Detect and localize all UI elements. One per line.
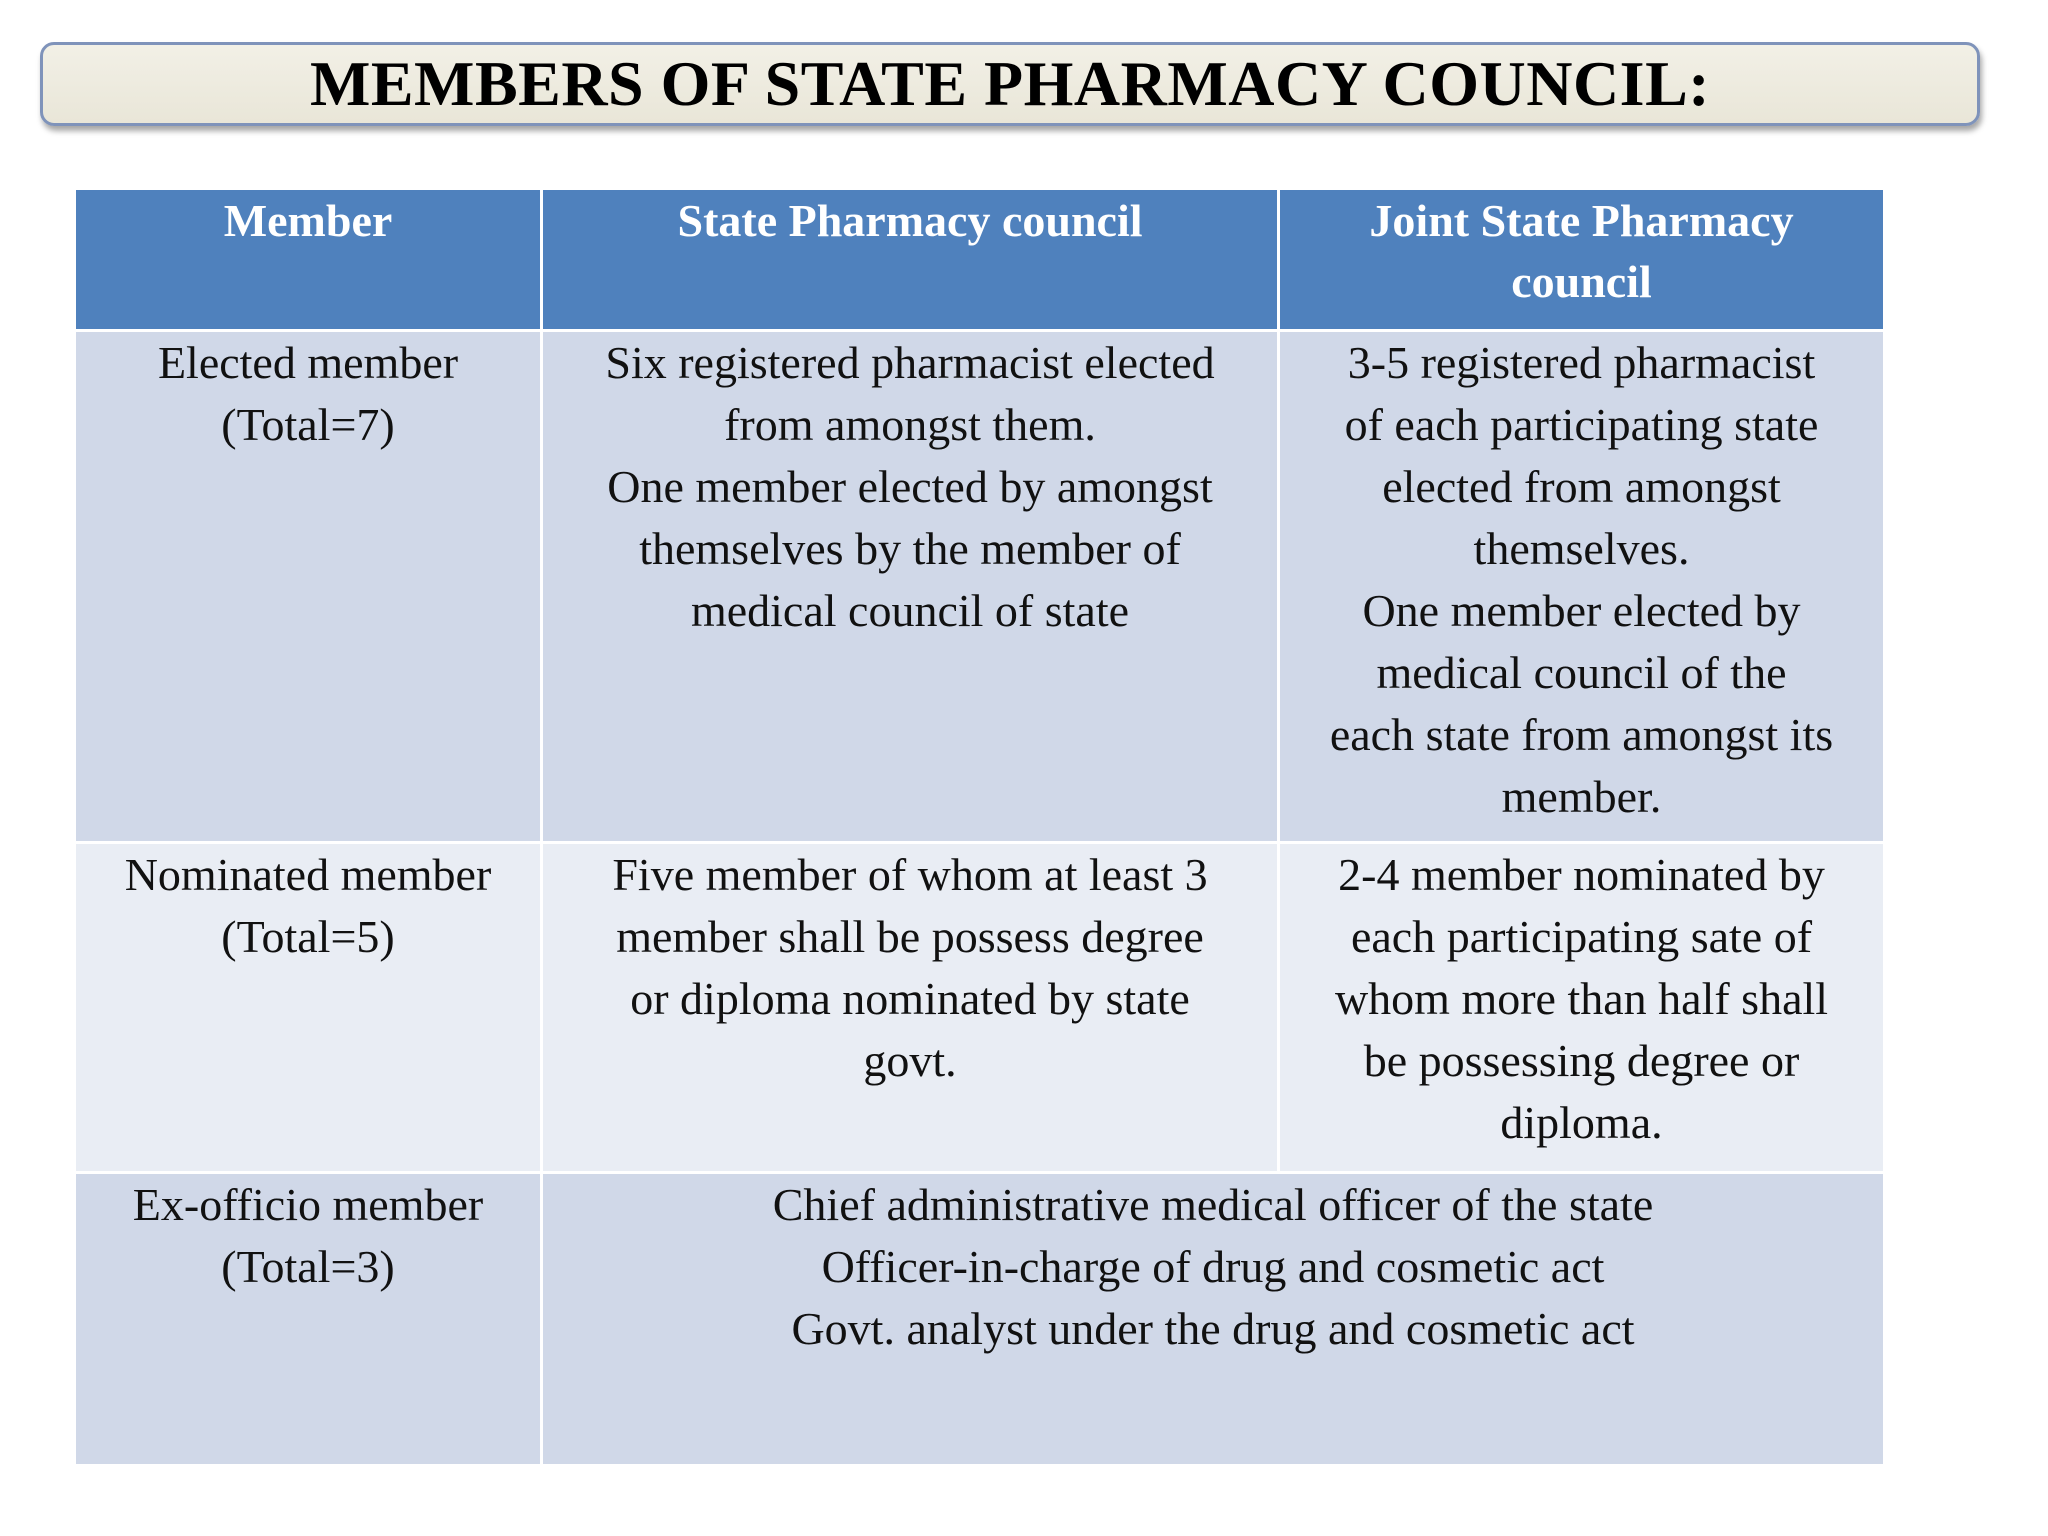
cell-text-line: of each participating state	[1344, 399, 1819, 450]
council-members-table	[73, 187, 1886, 1467]
cell-elected-state	[542, 331, 1279, 843]
cell-text-line: member.	[1501, 771, 1662, 822]
page-title: MEMBERS OF STATE PHARMACY COUNCIL:	[309, 48, 1711, 119]
table-header-row	[75, 189, 1885, 331]
table-row-ex-officio	[75, 1173, 1885, 1466]
cell-nominated-state	[542, 843, 1279, 1173]
cell-text-line: Govt. analyst under the drug and cosmetic act	[791, 1303, 1635, 1354]
header-joint-council-label-2: council	[1511, 256, 1652, 307]
cell-ex-officio-combined	[542, 1173, 1885, 1466]
header-joint-council-label-1: Joint State Pharmacy	[1369, 195, 1794, 246]
cell-elected-member	[75, 331, 542, 843]
cell-text-line: Five member of whom at least 3	[612, 849, 1208, 900]
header-member-label: Member	[223, 195, 393, 246]
cell-text-line: each state from amongst its	[1329, 709, 1834, 760]
cell-text-line: One member elected by amongst	[607, 461, 1213, 512]
member-type-label: Nominated member	[124, 849, 492, 900]
member-type-label: Elected member	[157, 337, 459, 388]
cell-text-line: elected from amongst	[1382, 461, 1781, 512]
cell-text-line: themselves.	[1473, 523, 1690, 574]
member-total-label: (Total=3)	[221, 1241, 395, 1292]
member-total-label: (Total=7)	[221, 399, 395, 450]
table-row-nominated	[75, 843, 1885, 1173]
cell-text-line: medical council of state	[690, 585, 1130, 636]
cell-text-line: each participating sate of	[1350, 911, 1813, 962]
cell-text-line: govt.	[863, 1035, 957, 1086]
cell-text-line: 3-5 registered pharmacist	[1347, 337, 1816, 388]
cell-text-line: 2-4 member nominated by	[1338, 849, 1825, 900]
cell-text-line: Officer-in-charge of drug and cosmetic act	[821, 1241, 1605, 1292]
cell-text-line: diploma.	[1500, 1097, 1663, 1148]
cell-text-line: member shall be possess degree	[616, 911, 1204, 962]
cell-text-line: Chief administrative medical officer of the state	[772, 1179, 1654, 1230]
cell-text-line: One member elected by	[1362, 585, 1801, 636]
cell-text-line: themselves by the member of	[639, 523, 1181, 574]
cell-text-line: or diploma nominated by state	[630, 973, 1190, 1024]
cell-elected-joint	[1279, 331, 1885, 843]
cell-nominated-member	[75, 843, 542, 1173]
cell-text-line: from amongst them.	[724, 399, 1096, 450]
cell-text-line: medical council of the	[1376, 647, 1787, 698]
header-state-council-label: State Pharmacy council	[677, 195, 1143, 246]
member-total-label: (Total=5)	[221, 911, 395, 962]
cell-nominated-joint	[1279, 843, 1885, 1173]
table-row-elected	[75, 331, 1885, 843]
header-member	[75, 189, 542, 331]
cell-ex-officio-member	[75, 1173, 542, 1466]
cell-text-line: whom more than half shall	[1334, 973, 1829, 1024]
member-type-label: Ex-officio member	[132, 1179, 484, 1230]
cell-text-line: be possessing degree or	[1363, 1035, 1800, 1086]
cell-text-line: Six registered pharmacist elected	[605, 337, 1215, 388]
header-joint-council	[1279, 189, 1885, 331]
title-banner	[40, 42, 1980, 126]
header-state-council	[542, 189, 1279, 331]
